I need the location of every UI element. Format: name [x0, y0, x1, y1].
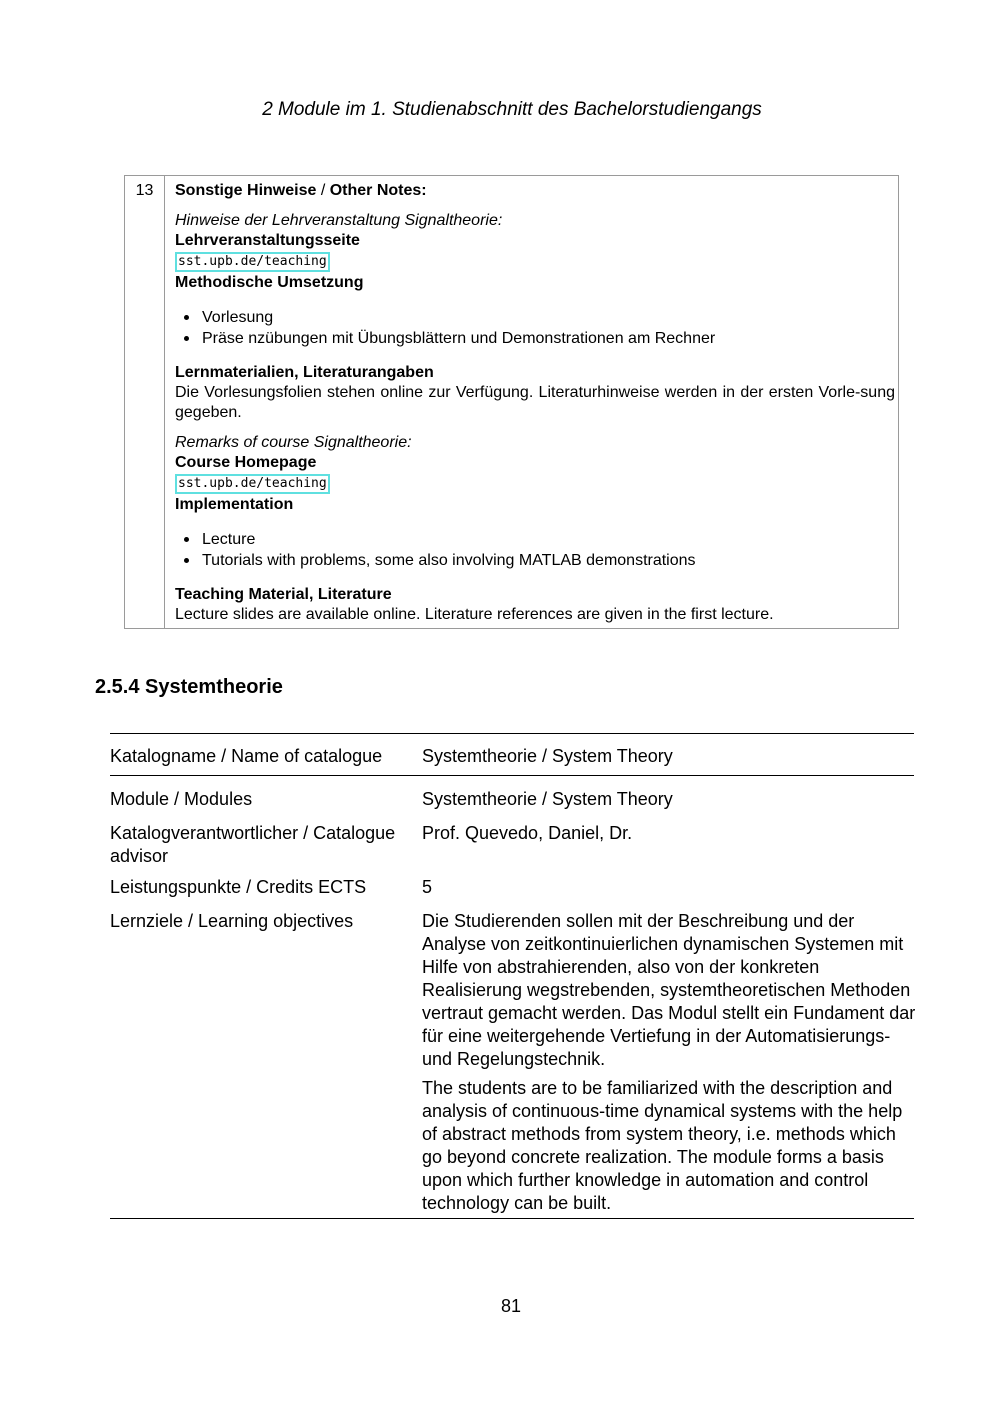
table-top-rule	[110, 733, 914, 734]
row-value-objectives-en: The students are to be familiarized with the description and analysis of continuous-time dynamical systems with the help of abstract methods from system theory, i.e. methods which go beyond concrete realization. The module forms a basis upon which further knowledge in automation and control technology can be built.	[422, 1078, 903, 1213]
de-intro: Hinweise der Lehrveranstaltung Signaltheorie:	[175, 212, 503, 229]
row-label-objectives: Lernziele / Learning objectives	[110, 911, 354, 931]
catalogue-header-label: Katalogname / Name of catalogue	[110, 746, 383, 766]
notes-cell	[175, 181, 895, 625]
de-material-text: Die Vorlesungsfolien stehen online zur Verfügung. Literaturhinweise werden in der ersten Vorle-sung gegeben.	[175, 384, 895, 421]
row-number: 13	[125, 176, 165, 628]
notes-heading-en: Other Notes:	[329, 182, 427, 199]
section-title: 2.5.4 Systemtheorie	[95, 676, 283, 698]
en-material-text: Lecture slides are available online. Literature references are given in the first lecture.	[175, 606, 774, 623]
de-material-title: Lernmaterialien, Literaturangaben	[175, 364, 434, 381]
row-label-module: Module / Modules	[110, 789, 253, 809]
de-homepage-title: Lehrveranstaltungsseite	[175, 232, 360, 249]
row-value-advisor: Prof. Quevedo, Daniel, Dr.	[422, 823, 633, 843]
row-value-module: Systemtheorie / System Theory	[422, 789, 673, 809]
list-item: Vorlesung	[202, 307, 895, 328]
running-header: 2 Module im 1. Studienabschnitt des Bachelorstudiengangs	[262, 99, 762, 120]
de-method-title: Methodische Umsetzung	[175, 274, 364, 291]
list-item: Tutorials with problems, some also involving MATLAB demonstrations	[202, 550, 895, 571]
notes-heading-de: Sonstige Hinweise	[175, 182, 317, 199]
row-value-credits: 5	[422, 877, 433, 897]
notes-heading-sep: /	[316, 182, 330, 199]
en-method-list	[175, 529, 895, 571]
de-homepage-link[interactable]: sst.upb.de/teaching	[175, 252, 330, 272]
row-label-credits: Leistungspunkte / Credits ECTS	[110, 877, 367, 897]
table-bottom-rule	[110, 1218, 914, 1219]
en-homepage-title: Course Homepage	[175, 454, 317, 471]
en-homepage-link[interactable]: sst.upb.de/teaching	[175, 474, 330, 494]
catalogue-header-value: Systemtheorie / System Theory	[422, 746, 673, 766]
en-method-title: Implementation	[175, 496, 294, 513]
notes-table	[124, 175, 899, 629]
notes-heading	[175, 181, 895, 201]
row-value-objectives-de: Die Studierenden sollen mit der Beschreibung und der Analyse von zeitkontinuierlichen dynamischen Systemen mit Hilfe von abstrahierenden, also von der konkreten Realisierung wegstrebenden, systemtheoretischen Methoden vertraut gemacht werden. Das Modul stellt ein Fundament dar für eine weitergehende Vertiefung in der Automatisierungs- und Regelungstechnik.	[422, 911, 916, 1069]
en-intro: Remarks of course Signaltheorie:	[175, 434, 412, 451]
list-item: Lecture	[202, 529, 895, 550]
list-item: Präse nzübungen mit Übungsblättern und Demonstrationen am Rechner	[202, 328, 895, 349]
row-label-advisor: Katalogverantwortlicher / Catalogue advisor	[110, 823, 396, 866]
table-header-rule	[110, 775, 914, 776]
page-number: 81	[500, 1296, 522, 1316]
en-material-title: Teaching Material, Literature	[175, 586, 392, 603]
de-method-list	[175, 307, 895, 349]
